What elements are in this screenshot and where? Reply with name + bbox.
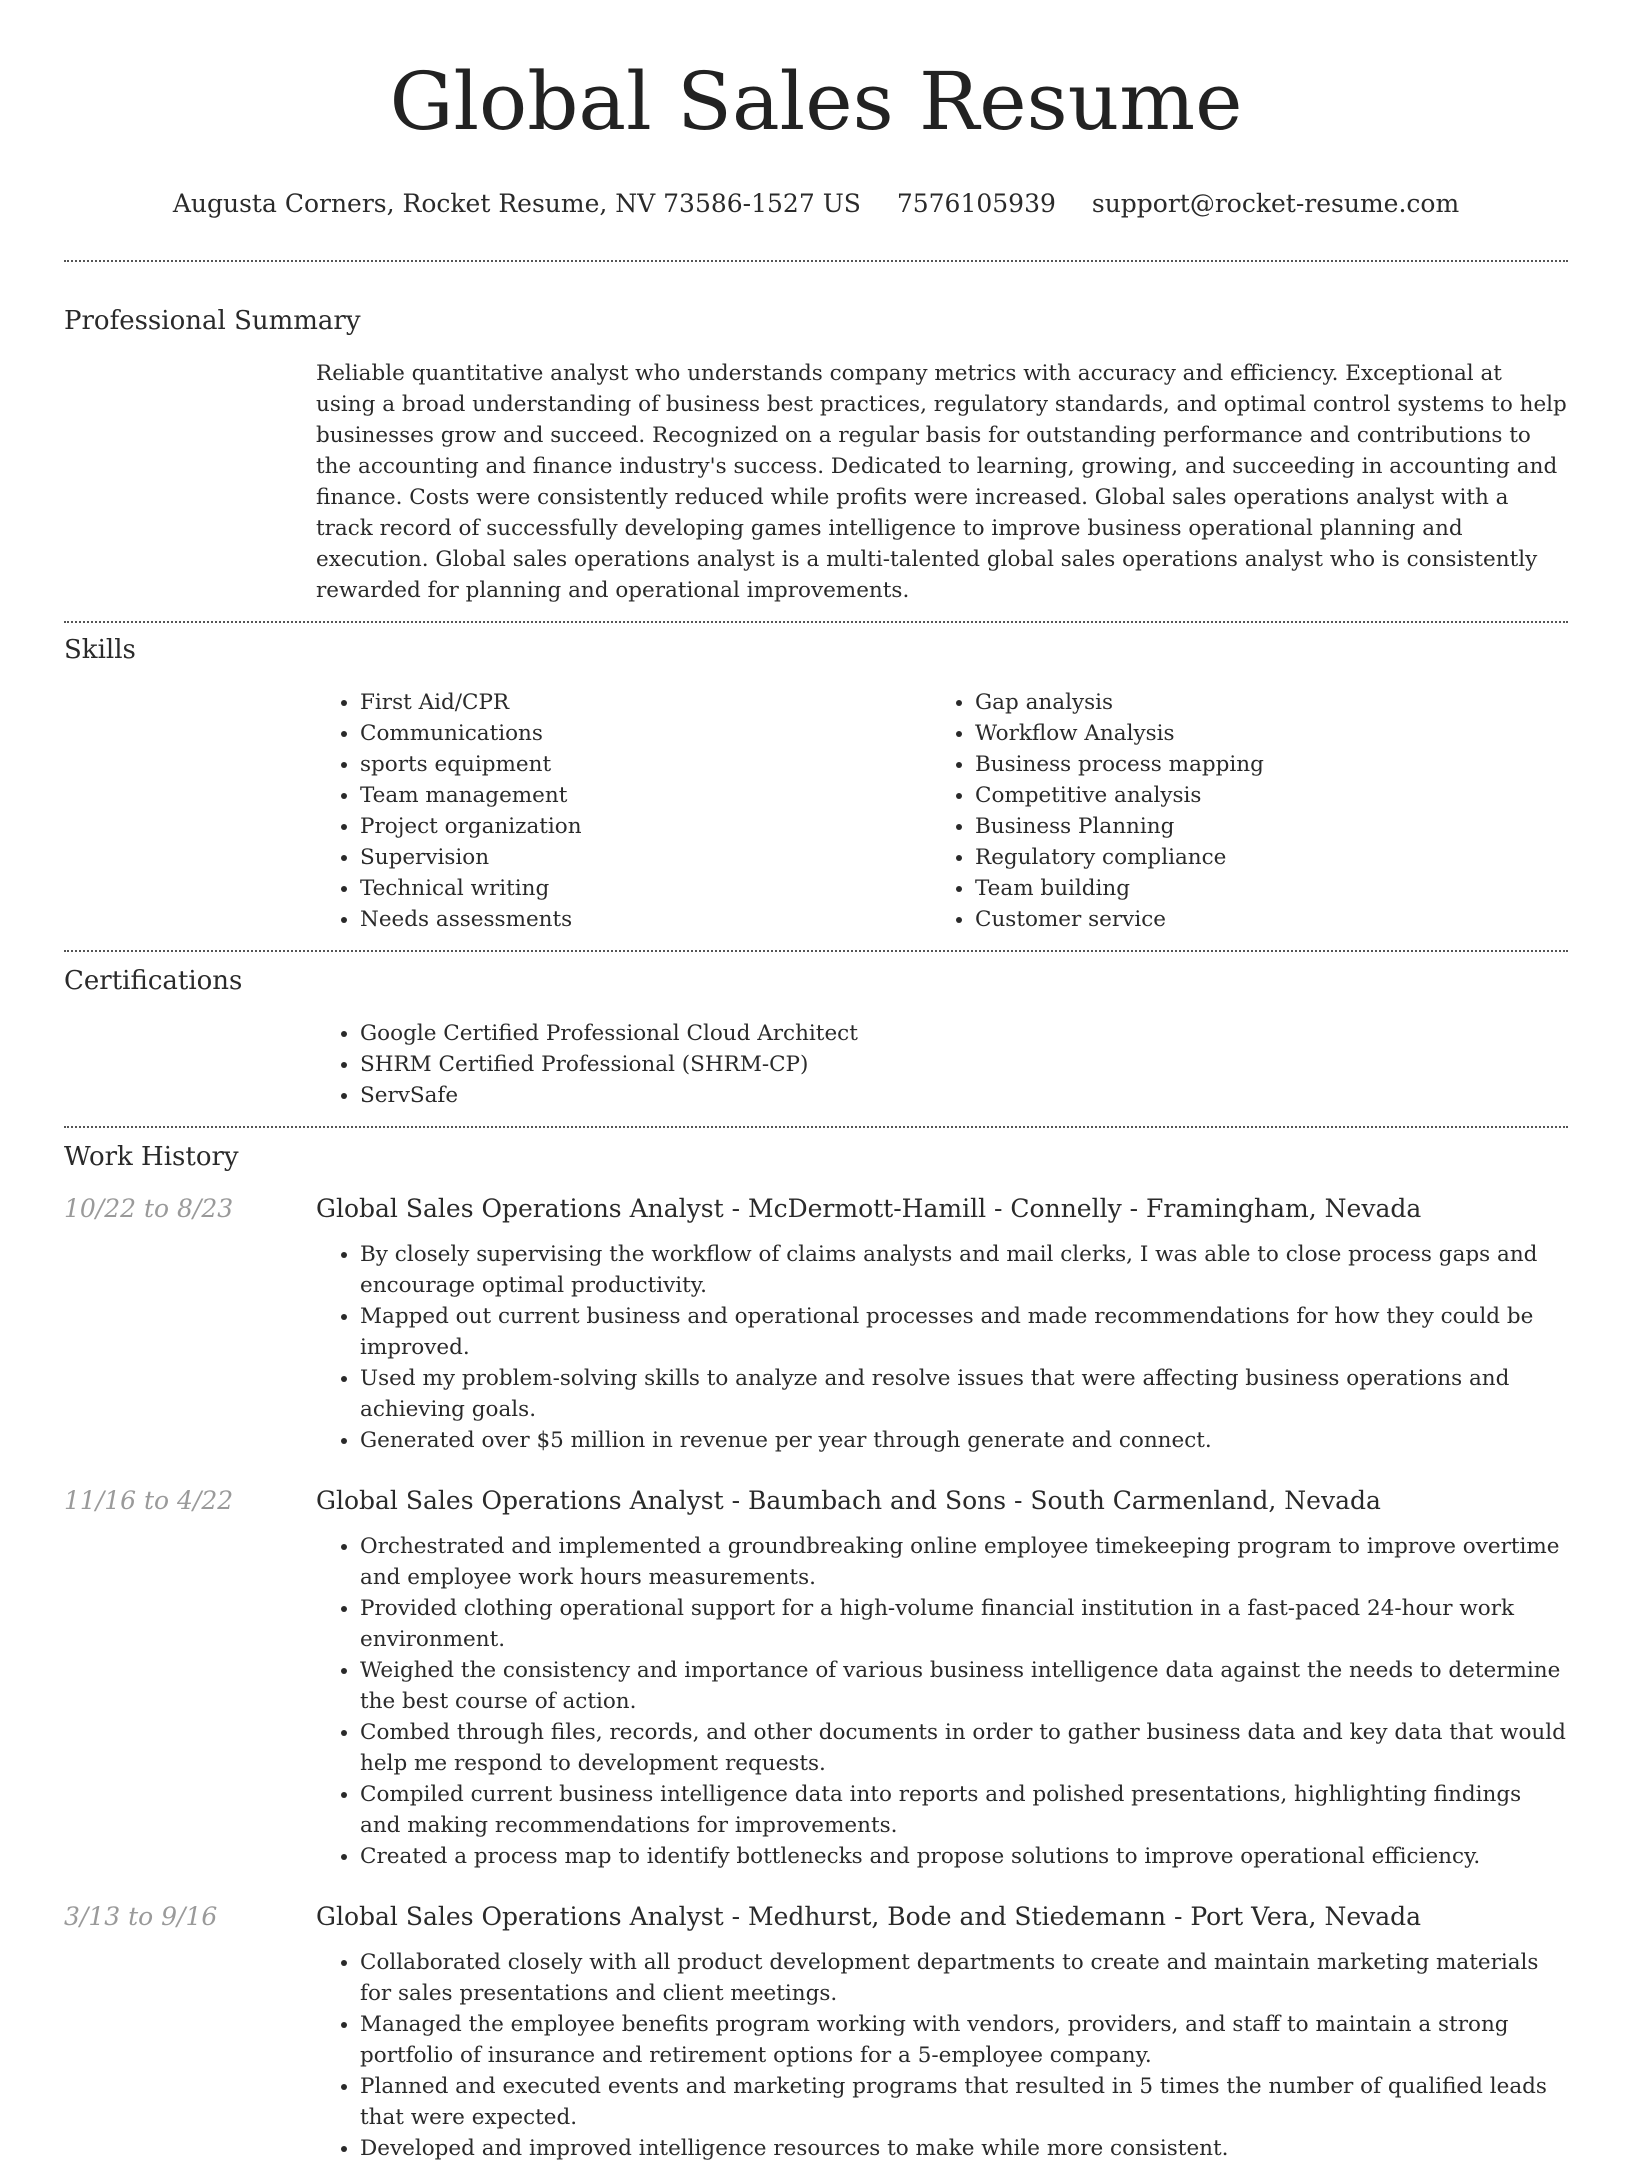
skill-item: • Project organization (360, 811, 931, 842)
skill-item: • Supervision (360, 842, 931, 873)
summary-heading: Professional Summary (64, 306, 361, 336)
skills-column-right (931, 687, 1546, 935)
job-bullet: • By closely supervising the workflow of claims analysts and mail clerks, I was able to close process gaps and encourage optimal productivity. (360, 1239, 1568, 1301)
skill-item: • Workflow Analysis (975, 718, 1546, 749)
job-title: Global Sales Operations Analyst - Medhurst, Bode and Stiedemann - Port Vera, Nevada (316, 1902, 1422, 1931)
job-entry-header (64, 1486, 1568, 1515)
skill-item: • Needs assessments (360, 904, 931, 935)
job-bullet: • Orchestrated and implemented a groundbreaking online employee timekeeping program to improve overtime and employee work hours measurements. (360, 1531, 1568, 1593)
job-bullet: • Compiled current business intelligence data into reports and polished presentations, highlighting findings and making recommendations for improvements. (360, 1779, 1568, 1841)
certification-item: • ServSafe (360, 1080, 1568, 1111)
skill-item: • Competitive analysis (975, 780, 1546, 811)
job-title: Global Sales Operations Analyst - McDermott-Hamill - Connelly - Framingham, Nevada (316, 1194, 1422, 1223)
summary-text: Reliable quantitative analyst who understands company metrics with accuracy and efficiency. Exceptional at using a broad understanding of business best practices, regulatory standards, and optimal control systems to help businesses grow and succeed. Recognized on a regular basis for outstanding performance and contributions to the accounting and finance industry's success. Dedicated to learning, growing, and succeeding in accounting and finance. Costs were consistently reduced while profits were increased. Global sales operations analyst with a track record of successfully developing games intelligence to improve business operational planning and execution. Global sales operations analyst is a multi-talented global sales operations analyst who is consistently rewarded for planning and operational improvements. (316, 361, 1567, 603)
job-bullet: • Managed the employee benefits program working with vendors, providers, and staff to maintain a strong portfolio of insurance and retirement options for a 5-employee company. (360, 2009, 1568, 2071)
job-bullets (316, 1947, 1568, 2164)
skill-item: • Technical writing (360, 873, 931, 904)
certification-item: • Google Certified Professional Cloud Architect (360, 1018, 1568, 1049)
skill-item: • Team building (975, 873, 1546, 904)
contact-address: Augusta Corners, Rocket Resume, NV 73586-1527 US (172, 189, 861, 218)
resume-title: Global Sales Resume (389, 55, 1243, 148)
job-entry-header (64, 1194, 1568, 1223)
job-bullet: • Collaborated closely with all product development departments to create and maintain marketing materials for sales presentations and client meetings. (360, 1947, 1568, 2009)
job-bullet: • Combed through files, records, and other documents in order to gather business data and key data that would help me respond to development requests. (360, 1717, 1568, 1779)
job-dates: 11/16 to 4/22 (64, 1486, 234, 1515)
job-bullet: • Created a process map to identify bottlenecks and propose solutions to improve operational efficiency. (360, 1841, 1568, 1872)
skill-item: • Communications (360, 718, 931, 749)
job-bullet: • Used my problem-solving skills to analyze and resolve issues that were affecting business operations and achieving goals. (360, 1363, 1568, 1425)
job-bullet: • Generated over $5 million in revenue per year through generate and connect. (360, 1425, 1568, 1456)
contact-email: support@rocket-resume.com (1091, 189, 1460, 218)
divider (64, 950, 1568, 952)
skills-heading: Skills (64, 635, 136, 665)
certifications-list (316, 1018, 1568, 1111)
skill-item: • Business Planning (975, 811, 1546, 842)
certification-item: • SHRM Certified Professional (SHRM-CP) (360, 1049, 1568, 1080)
job-dates: 10/22 to 8/23 (64, 1194, 234, 1223)
job-entry-header (64, 1902, 1568, 1931)
skills-column-left (316, 687, 931, 935)
job-title: Global Sales Operations Analyst - Baumbach and Sons - South Carmenland, Nevada (316, 1486, 1381, 1515)
skill-item: • sports equipment (360, 749, 931, 780)
job-bullets (316, 1239, 1568, 1456)
job-bullet: • Weighed the consistency and importance of various business intelligence data against the needs to determine the best course of action. (360, 1655, 1568, 1717)
skill-item: • Customer service (975, 904, 1546, 935)
contact-phone: 7576105939 (896, 189, 1056, 218)
skill-item: • Regulatory compliance (975, 842, 1546, 873)
certifications-heading: Certifications (64, 966, 243, 996)
job-bullets (316, 1531, 1568, 1872)
skill-item: • Business process mapping (975, 749, 1546, 780)
skill-item: • First Aid/CPR (360, 687, 931, 718)
skill-item: • Team management (360, 780, 931, 811)
job-bullet: • Mapped out current business and operational processes and made recommendations for how they could be improved. (360, 1301, 1568, 1363)
job-bullet: • Developed and improved intelligence resources to make while more consistent. (360, 2133, 1568, 2164)
job-dates: 3/13 to 9/16 (64, 1902, 218, 1931)
divider (64, 1126, 1568, 1128)
divider (64, 260, 1568, 262)
divider (64, 621, 1568, 623)
skill-item: • Gap analysis (975, 687, 1546, 718)
work-history-heading: Work History (64, 1142, 239, 1172)
contact-line (64, 188, 1568, 220)
job-bullet: • Planned and executed events and marketing programs that resulted in 5 times the number of qualified leads that were expected. (360, 2071, 1568, 2133)
skills-list (316, 687, 1568, 935)
job-bullet: • Provided clothing operational support for a high-volume financial institution in a fast-paced 24-hour work environment. (360, 1593, 1568, 1655)
